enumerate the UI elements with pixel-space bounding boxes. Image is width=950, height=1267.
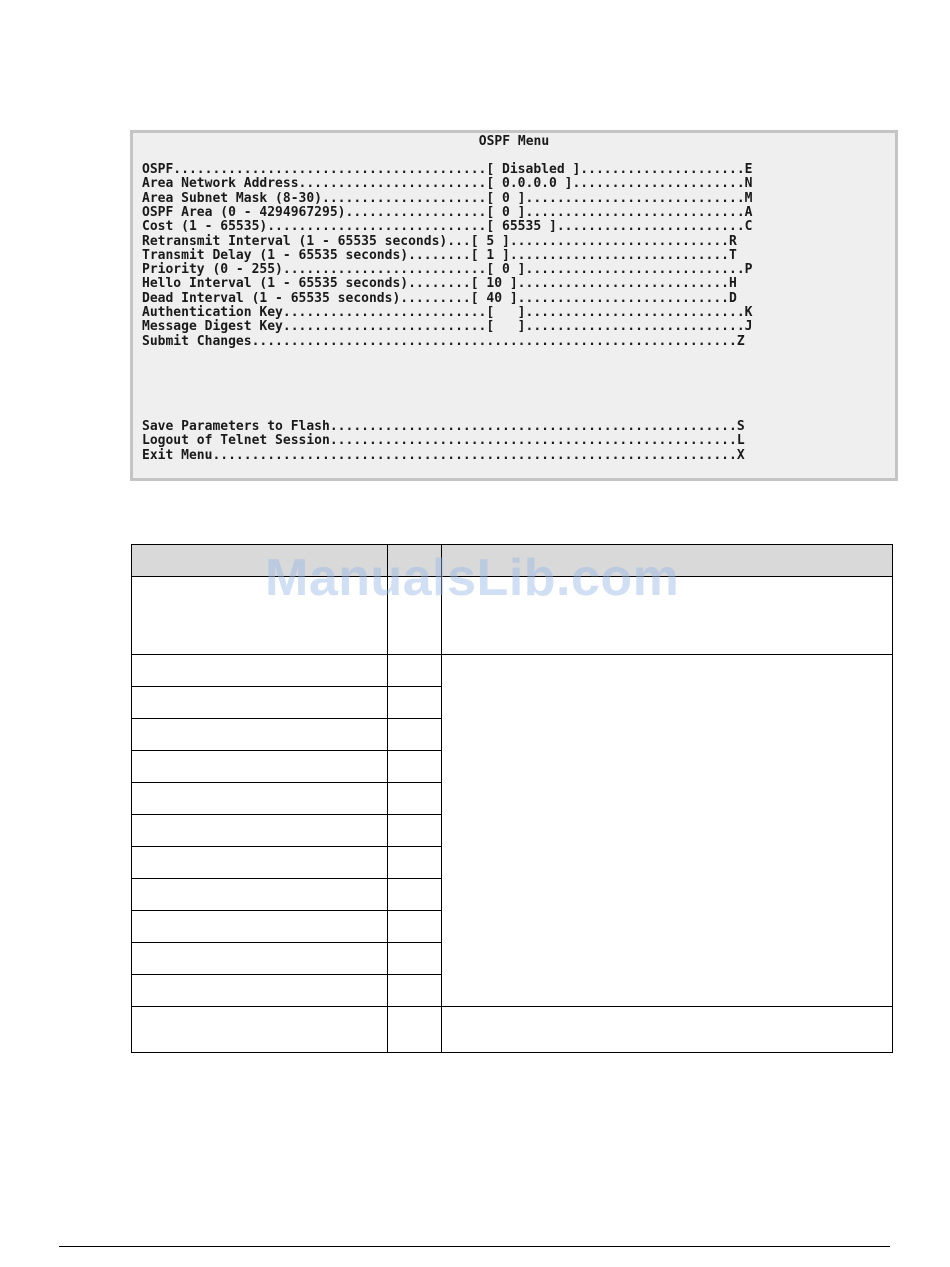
menu-item-priority[interactable]: Priority (0 - 255)..........................[ 0 ]............................P (142, 262, 753, 278)
table-cell (388, 815, 442, 847)
menu-item-logout-telnet[interactable]: Logout of Telnet Session....................................................L (142, 433, 745, 449)
table-cell (132, 847, 388, 879)
table-cell (132, 719, 388, 751)
table-header-row (132, 545, 893, 577)
menu-item-hello-interval[interactable]: Hello Interval (1 - 65535 seconds)........[ 10 ]...........................H (142, 276, 737, 292)
table-cell (132, 879, 388, 911)
table-cell (132, 577, 388, 655)
table-cell (388, 879, 442, 911)
table-cell (132, 655, 388, 687)
menu-item-authentication-key[interactable]: Authentication Key..........................[ ]............................K (142, 305, 753, 320)
menu-item-exit-menu[interactable]: Exit Menu...................................................................X (142, 447, 745, 463)
menu-item-ospf[interactable]: OSPF........................................[ Disabled ].....................E (142, 162, 753, 177)
table-cell (388, 1007, 442, 1053)
table-cell (132, 911, 388, 943)
table-cell (132, 1007, 388, 1053)
table-cell (442, 1007, 893, 1053)
table-row (132, 577, 893, 655)
menu-item-retransmit-interval[interactable]: Retransmit Interval (1 - 65535 seconds)...[ 5 ]............................R (142, 233, 737, 249)
menu-item-ospf-area[interactable]: OSPF Area (0 - 4294967295)..................[ 0 ]............................A (142, 204, 753, 220)
table-cell (388, 911, 442, 943)
table-cell (388, 975, 442, 1007)
table-cell (132, 975, 388, 1007)
table-row (132, 655, 893, 687)
table-cell (388, 783, 442, 815)
menu-item-area-subnet-mask[interactable]: Area Subnet Mask (8-30).....................[ 0 ]............................M (142, 190, 753, 206)
table-cell (132, 783, 388, 815)
menu-item-save-parameters[interactable]: Save Parameters to Flash....................................................S (142, 419, 745, 434)
table-cell (388, 719, 442, 751)
table-cell (132, 687, 388, 719)
table-cell-merged (442, 655, 893, 1007)
table-cell (388, 751, 442, 783)
table-cell (388, 687, 442, 719)
menu-item-submit-changes[interactable]: Submit Changes..............................................................Z (142, 333, 745, 349)
table-cell (388, 655, 442, 687)
table-cell (132, 815, 388, 847)
menu-item-message-digest-key[interactable]: Message Digest Key..........................[ ]............................J (142, 319, 753, 335)
table-cell (388, 847, 442, 879)
menu-item-area-network-address[interactable]: Area Network Address........................[ 0.0.0.0 ]......................N (142, 176, 753, 192)
table-cell (388, 577, 442, 655)
header-cell (442, 545, 893, 577)
header-cell (132, 545, 388, 577)
ospf-menu-screen (130, 130, 898, 481)
menu-reference-table (131, 544, 893, 1053)
header-cell (388, 545, 442, 577)
watermark: ManualsLib.com (265, 549, 680, 607)
menu-item-transmit-delay[interactable]: Transmit Delay (1 - 65535 seconds)........[ 1 ]............................T (142, 247, 737, 263)
table-cell (388, 943, 442, 975)
menu-title: OSPF Menu (478, 134, 550, 149)
table-row (132, 1007, 893, 1053)
footer-divider (59, 1246, 890, 1247)
menu-item-cost[interactable]: Cost (1 - 65535)............................[ 65535 ]........................C (142, 219, 753, 235)
table-cell (132, 751, 388, 783)
table-cell (442, 577, 893, 655)
menu-item-dead-interval[interactable]: Dead Interval (1 - 65535 seconds).........[ 40 ]...........................D (142, 290, 737, 306)
table-cell (132, 943, 388, 975)
